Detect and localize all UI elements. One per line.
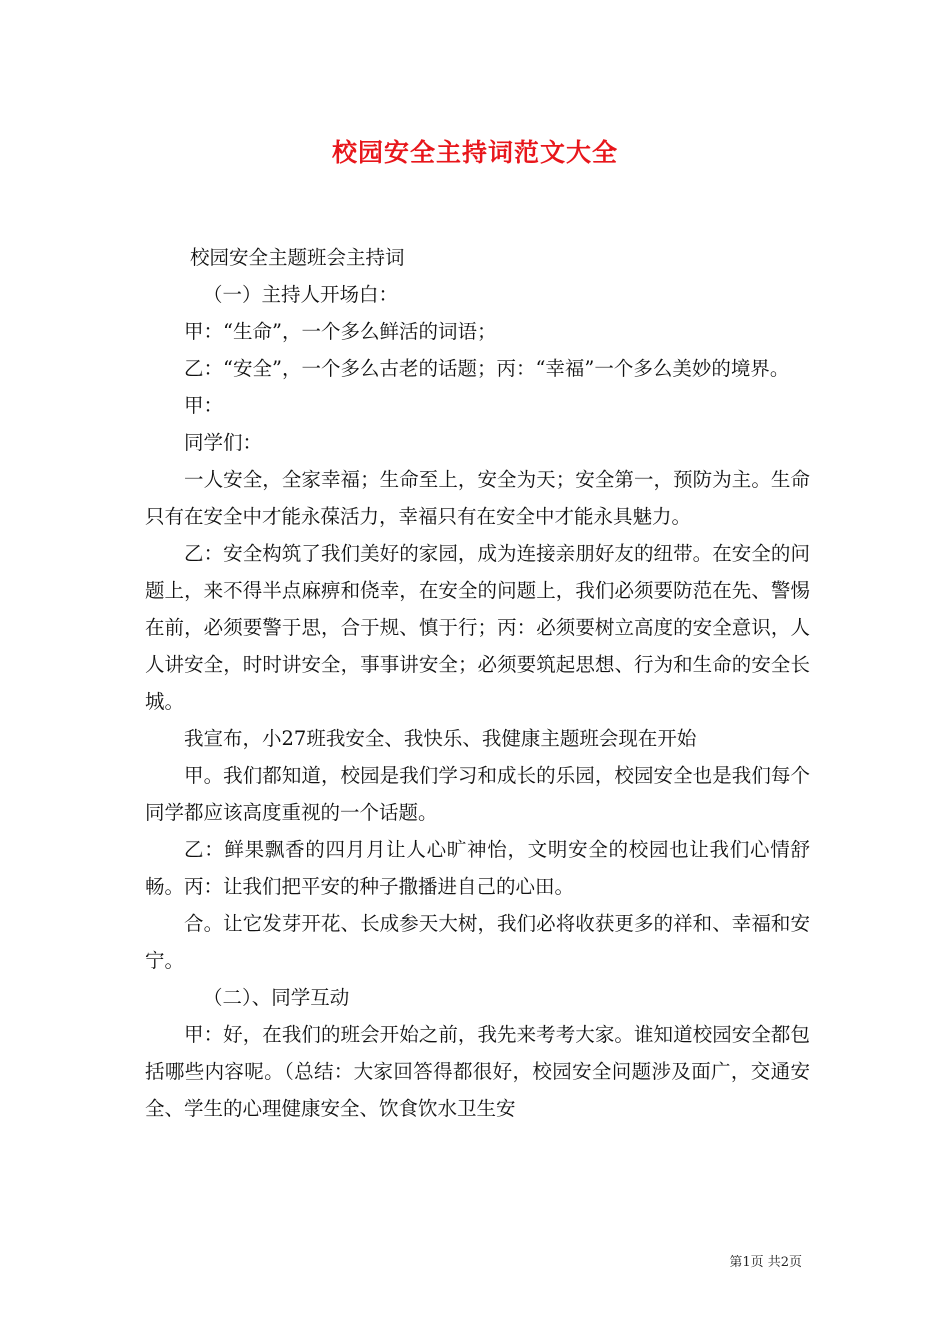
- paragraph: 乙：鲜果飘香的四月月让人心旷神怡，文明安全的校园也让我们心情舒畅。丙：让我们把平安的种子撒播进自己的心田。: [145, 838, 810, 898]
- document-body: [145, 239, 810, 1127]
- paragraph: （二）、同学互动: [203, 986, 350, 1009]
- paragraph: 同学们：: [184, 431, 263, 454]
- page-number-label: 第1页 共2页: [729, 1255, 802, 1270]
- paragraph: 我宣布，小27班我安全、我快乐、我健康主题班会现在开始: [184, 727, 697, 750]
- paragraph: 乙：安全构筑了我们美好的家园，成为连接亲朋好友的纽带。在安全的问题上，来不得半点麻痹和侥幸，在安全的问题上，我们必须要防范在先、警惕在前，必须要警于思，合于规、慎于行；丙：必须要树立高度的安全意识，人人讲安全，时时讲安全，事事讲安全；必须要筑起思想、行为和生命的安全长城。: [145, 542, 810, 713]
- paragraph: 合。让它发芽开花、长成参天大树，我们必将收获更多的祥和、幸福和安宁。: [145, 912, 810, 972]
- paragraph: 甲：: [184, 394, 224, 417]
- paragraph: （一）主持人开场白：: [203, 283, 399, 306]
- paragraph: 甲：好，在我们的班会开始之前，我先来考考大家。谁知道校园安全都包括哪些内容呢。（总结：大家回答得都很好，校园安全问题涉及面广，交通安全、学生的心理健康安全、饮食饮水卫生安: [145, 1023, 810, 1120]
- paragraph: 甲。我们都知道，校园是我们学习和成长的乐园，校园安全也是我们每个同学都应该高度重视的一个话题。: [145, 764, 810, 824]
- paragraph: 乙：“安全”，一个多么古老的话题；丙：“幸福”一个多么美妙的境界。: [184, 357, 790, 380]
- paragraph: 一人安全，全家幸福；生命至上，安全为天；安全第一，预防为主。生命只有在安全中才能永葆活力，幸福只有在安全中才能永具魅力。: [145, 468, 810, 528]
- paragraph: 甲：“生命”，一个多么鲜活的词语；: [184, 320, 497, 343]
- document-title: 校园安全主持词范文大全: [331, 138, 618, 167]
- paragraph: 校园安全主题班会主持词: [190, 246, 405, 269]
- page-number: [729, 1251, 802, 1270]
